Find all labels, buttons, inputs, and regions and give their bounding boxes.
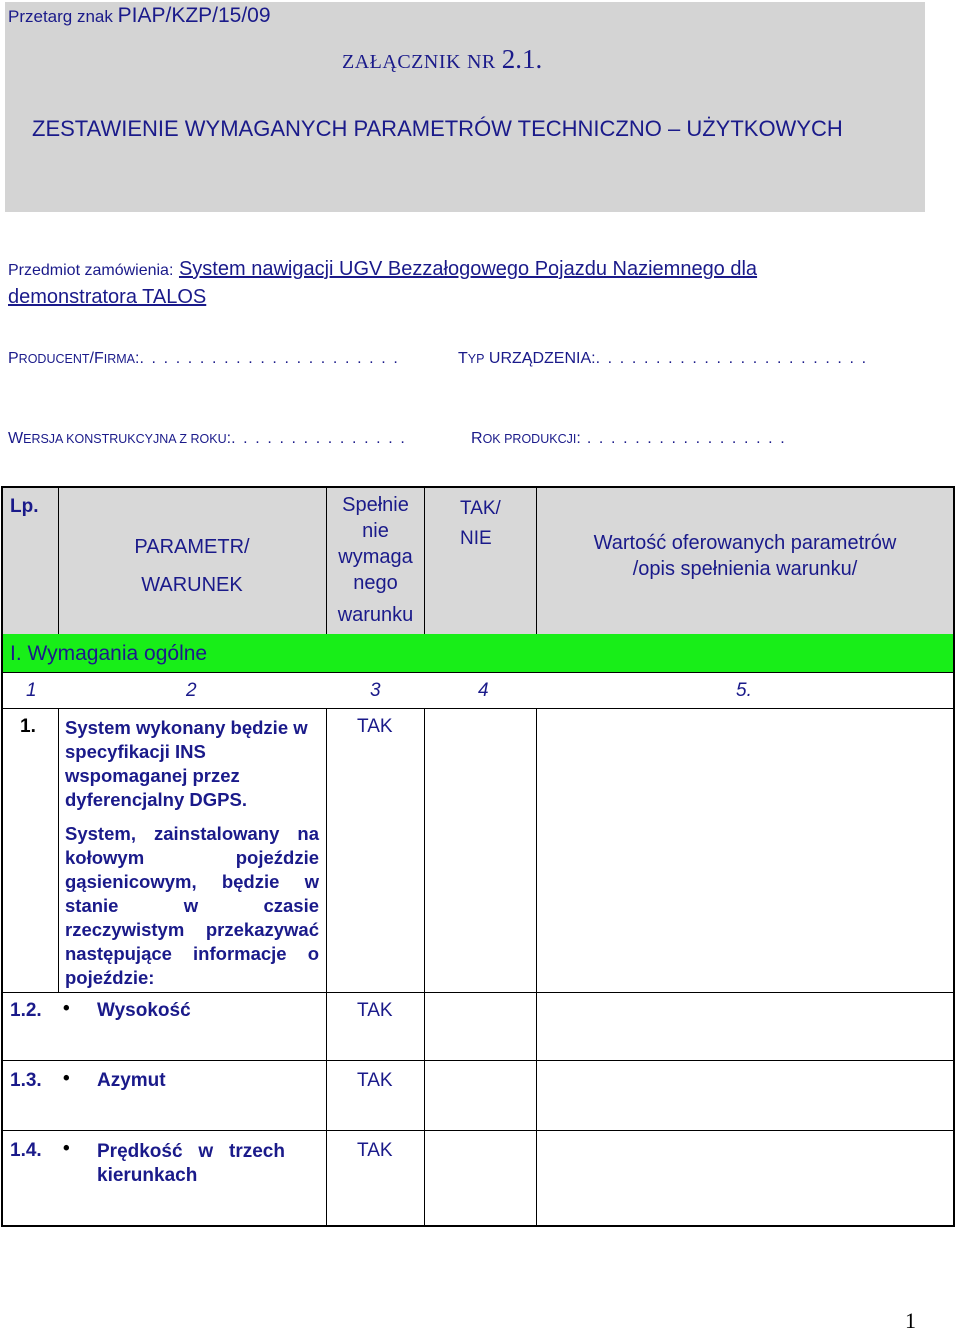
tender-label: Przetarg znak — [8, 7, 113, 26]
col-number-3: 3 — [370, 680, 381, 701]
subject — [8, 256, 888, 310]
col-number-1: 1 — [26, 680, 37, 701]
subject-value-line1: System nawigacji UGV Bezzałogowego Pojazdu Naziemnego dla — [178, 258, 758, 280]
page-number: 1 — [905, 1308, 916, 1333]
annex-nr: NR — [466, 51, 496, 73]
row-3-bullet: • — [63, 1068, 70, 1089]
row-2-text: Wysokość — [97, 1000, 191, 1021]
row-4-tak: TAK — [357, 1140, 393, 1161]
subject-value-line2: demonstratora TALOS — [8, 286, 207, 308]
header-warunku: warunku — [337, 604, 414, 626]
row-1-text1: System wykonany będzie w specyfikacji INS wspomaganej przez dyferencjalny DGPS. — [65, 717, 308, 810]
rok-field: ROK PRODUKCJI: . . . . . . . . . . . . . . . . . — [471, 430, 787, 447]
page-title: ZESTAWIENIE WYMAGANYCH PARAMETRÓW TECHNICZNO – UŻYTKOWYCH — [32, 116, 843, 141]
header-lp: Lp. — [10, 496, 39, 517]
col-number-2: 2 — [186, 680, 197, 701]
row-2-bullet: • — [63, 998, 70, 1019]
row-2-lp: 1.2. — [10, 1000, 42, 1021]
col-number-4: 4 — [478, 680, 489, 701]
header-tak-nie: TAK/ NIE — [460, 498, 501, 549]
row-1-lp: 1. — [20, 716, 36, 737]
typ-field: TYP URZĄDZENIA:. . . . . . . . . . . . . . . . . . . . . . . — [458, 350, 868, 367]
header-wartosc: Wartość oferowanych parametrów /opis spełnienia warunku/ — [593, 532, 897, 580]
row-3-text: Azymut — [97, 1070, 166, 1091]
row-3-tak: TAK — [357, 1070, 393, 1091]
row-3-lp: 1.3. — [10, 1070, 42, 1091]
row-1-tak: TAK — [357, 716, 393, 737]
header-spelnienie: Spełnie nie wymaga nego — [338, 494, 413, 594]
producent-field: PRODUCENT/FIRMA:. . . . . . . . . . . . . . . . . . . . . . — [8, 350, 400, 367]
producent-dots: . . . . . . . . . . . . . . . . . . . . . . — [139, 350, 400, 367]
row-4-lp: 1.4. — [10, 1140, 42, 1161]
rok-dots: . . . . . . . . . . . . . . . . . — [580, 430, 787, 447]
col-number-5: 5. — [736, 680, 752, 701]
annex-number: 2.1. — [501, 44, 543, 74]
header-parametr: PARAMETR/ WARUNEK — [134, 536, 250, 596]
annex-title — [342, 44, 542, 75]
annex-word: ZAŁĄCZNIK — [342, 51, 461, 73]
row-4-text: Prędkość w trzech kierunkach — [97, 1141, 285, 1186]
row-4-bullet: • — [63, 1138, 70, 1159]
section-title: I. Wymagania ogólne — [10, 642, 208, 665]
subject-label: Przedmiot zamówienia: — [8, 262, 174, 279]
tender-number: PIAP/KZP/15/09 — [117, 4, 271, 27]
header-box — [5, 2, 925, 212]
row-1-text2: System, zainstalowany na kołowym pojeździe gąsienicowym, będzie w stanie w czasie rzeczywistym przekazywać następujące informacje o pojeździe: — [65, 823, 319, 988]
tender-reference — [8, 4, 271, 28]
typ-dots: . . . . . . . . . . . . . . . . . . . . . . . — [595, 350, 868, 367]
row-2-tak: TAK — [357, 1000, 393, 1021]
wersja-field: WERSJA KONSTRUKCYJNA Z ROKU:. . . . . . . . . . . . . . . — [8, 430, 407, 447]
wersja-dots: . . . . . . . . . . . . . . . — [231, 430, 407, 447]
